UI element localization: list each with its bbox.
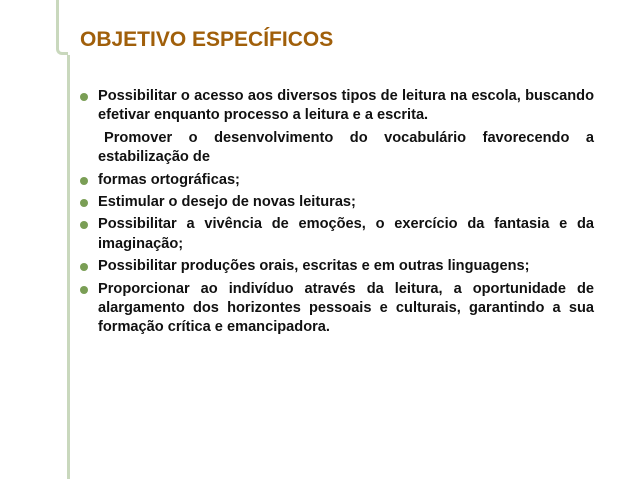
frame-decoration-left xyxy=(67,55,70,479)
slide-content xyxy=(74,87,594,341)
list-item-text: Possibilitar produções orais, escritas e em outras linguagens; xyxy=(98,258,530,275)
frame-decoration-top xyxy=(56,0,59,44)
bullet-icon xyxy=(80,177,88,185)
list-item-7 xyxy=(74,280,594,338)
bullet-icon xyxy=(80,263,88,271)
list-item-text: Proporcionar ao indivíduo através da leitura, a oportunidade de alargamento dos horizontes pessoais e culturais, garantindo a sua formação crítica e emancipadora. xyxy=(98,280,594,336)
list-item-text: Possibilitar o acesso aos diversos tipos de leitura na escola, buscando efetivar enquanto processo a leitura e a escrita. xyxy=(98,88,594,124)
list-item-5 xyxy=(74,215,594,254)
list-item-text: Promover o desenvolvimento do vocabulário favorecendo a estabilização de xyxy=(98,129,594,166)
bullet-icon xyxy=(80,199,88,207)
list-item-2 xyxy=(74,129,594,168)
frame-decoration-corner xyxy=(56,41,68,55)
bullet-icon xyxy=(80,93,88,101)
list-item-text: Estimular o desejo de novas leituras; xyxy=(98,194,356,211)
slide-title: OBJETIVO ESPECÍFICOS xyxy=(80,28,334,51)
bullet-icon xyxy=(80,286,88,294)
list-item-1 xyxy=(74,87,594,126)
list-item-3 xyxy=(74,171,594,190)
list-item-4 xyxy=(74,193,594,212)
bullet-icon xyxy=(80,221,88,229)
list-item-text: Possibilitar a vivência de emoções, o exercício da fantasia e da imaginação; xyxy=(98,216,594,252)
list-item-text: formas ortográficas; xyxy=(98,171,240,188)
list-item-6 xyxy=(74,257,594,276)
